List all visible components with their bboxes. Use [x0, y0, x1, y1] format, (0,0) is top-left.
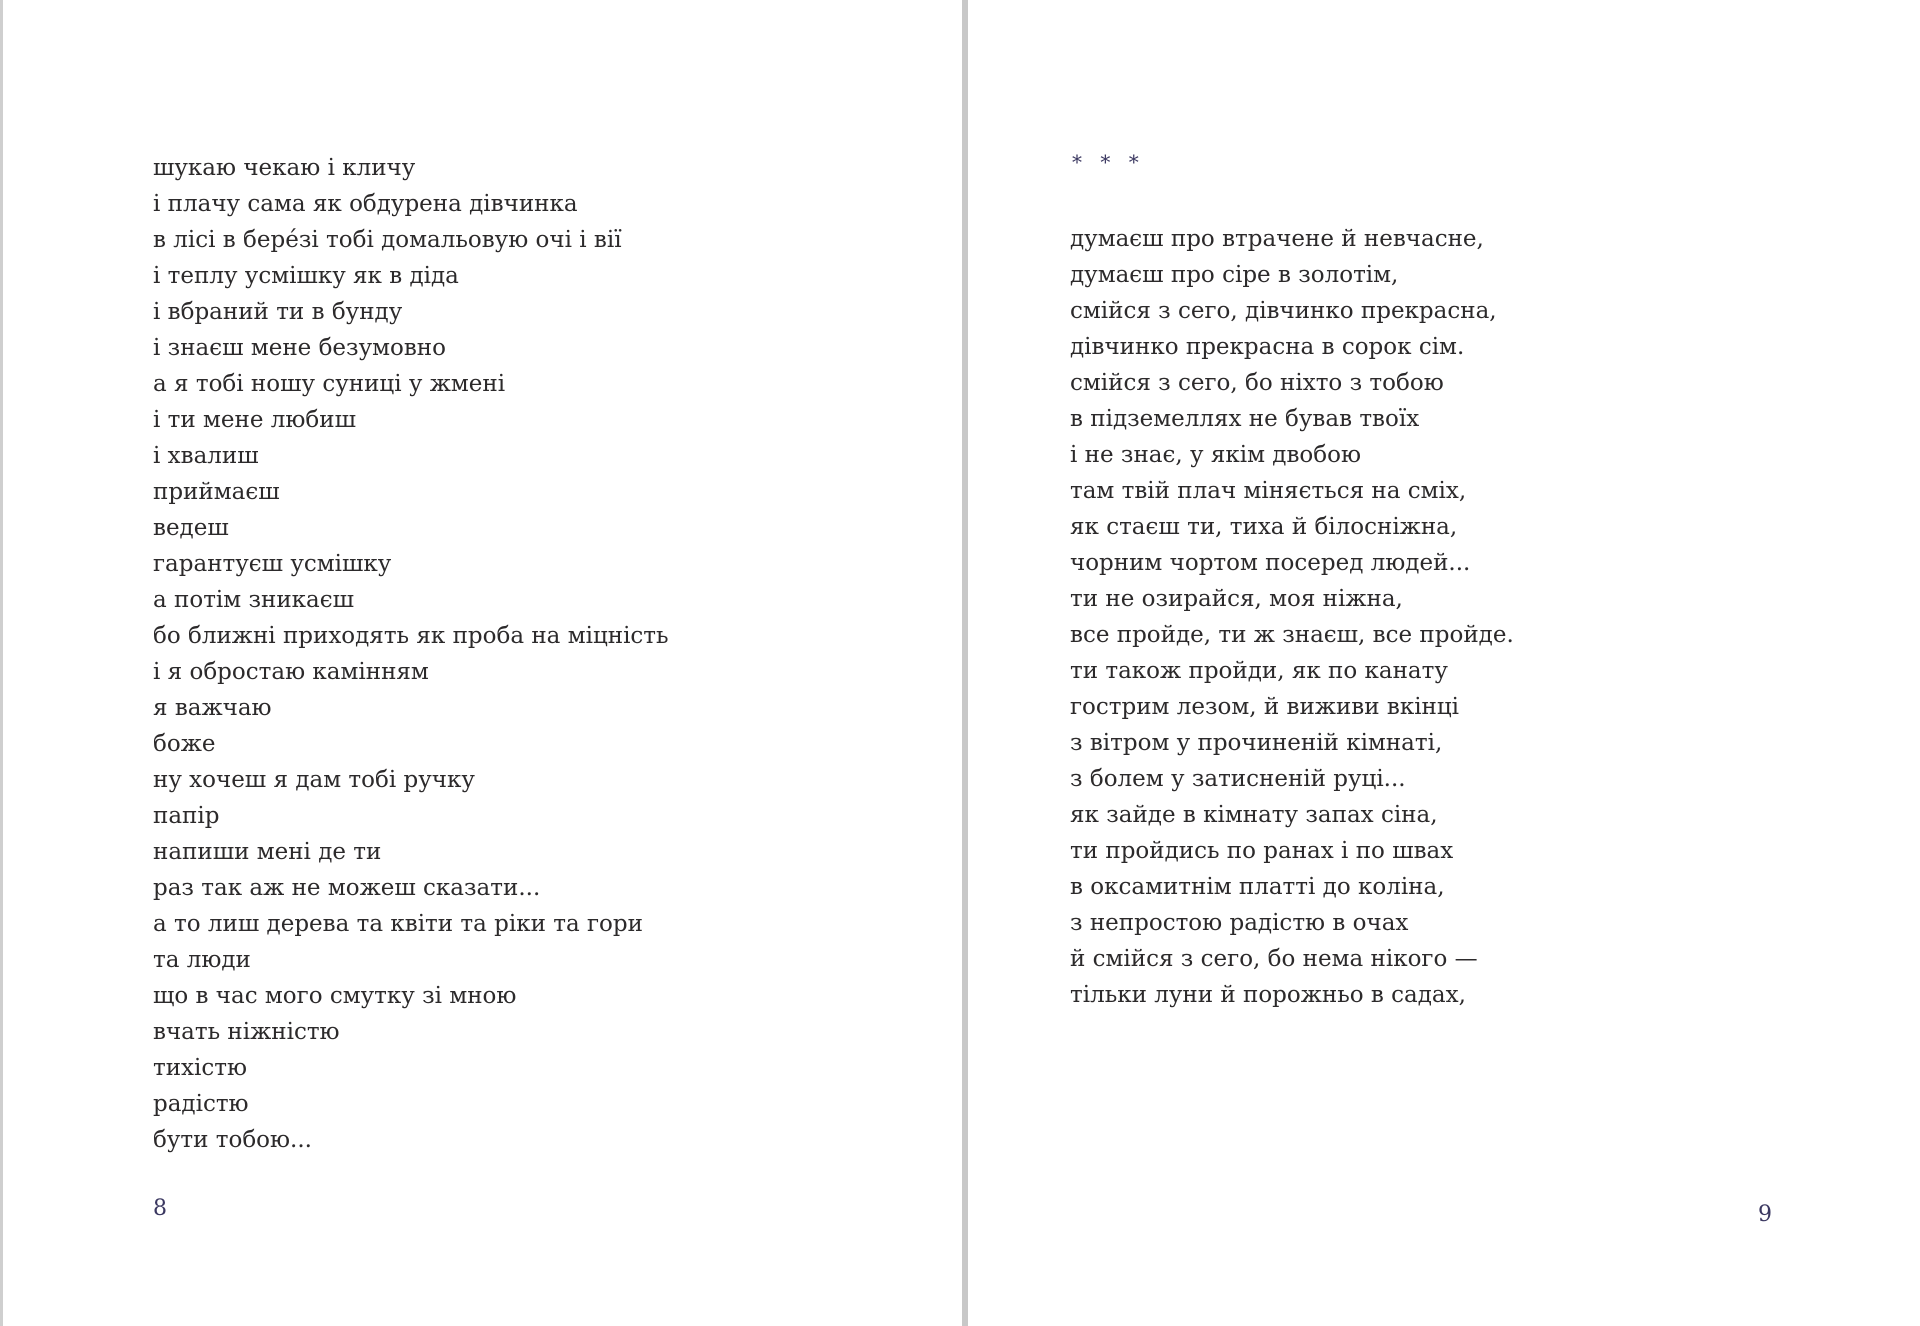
right-page — [968, 0, 1920, 1326]
section-ornament: * * * — [1072, 150, 1145, 174]
poem-line: ну хочеш я дам тобі ручку — [153, 767, 475, 793]
poem-line: ведеш — [153, 515, 229, 541]
poem-line: що в час мого смутку зі мною — [153, 983, 517, 1009]
poem-line: і плачу сама як обдурена дівчинка — [153, 191, 578, 217]
poem-line: і ти мене любиш — [153, 407, 356, 433]
page-number-left: 8 — [153, 1196, 167, 1221]
poem-line: думаєш про сіре в золотім, — [1070, 262, 1399, 288]
poem-line: а потім зникаєш — [153, 587, 355, 613]
poem-line: і вбраний ти в бунду — [153, 299, 403, 325]
poem-line: в оксамитнім платті до коліна, — [1070, 874, 1445, 900]
poem-line: радістю — [153, 1091, 249, 1117]
poem-line: смійся з сего, дівчинко прекрасна, — [1070, 298, 1497, 324]
poem-line: й смійся з сего, бо нема нікого — — [1070, 946, 1478, 972]
poem-line: а я тобі ношу суниці у жмені — [153, 371, 506, 397]
right-poem — [1070, 221, 1514, 1013]
page-number-right: 9 — [1758, 1202, 1772, 1227]
poem-line: гострим лезом, й виживи вкінці — [1070, 694, 1460, 720]
poem-line: все пройде, ти ж знаєш, все пройде. — [1070, 622, 1514, 648]
poem-line: бо ближні приходять як проба на міцність — [153, 623, 669, 649]
poem-line: думаєш про втрачене й невчасне, — [1070, 226, 1484, 252]
poem-line: і хвалиш — [153, 443, 259, 469]
poem-line: тільки луни й порожньо в садах, — [1070, 982, 1466, 1008]
poem-line: і теплу усмішку як в діда — [153, 263, 459, 289]
poem-line: смійся з сего, бо ніхто з тобою — [1070, 370, 1444, 396]
left-poem — [153, 150, 669, 1158]
poem-line: в лісі в берéзі тобі домальовую очі і вії — [153, 227, 622, 253]
poem-line: ти не озирайся, моя ніжна, — [1070, 586, 1403, 612]
poem-line: з непростою радістю в очах — [1070, 910, 1409, 936]
poem-line: і знаєш мене безумовно — [153, 335, 446, 361]
poem-line: вчать ніжністю — [153, 1019, 340, 1045]
poem-line: боже — [153, 731, 216, 757]
poem-line: дівчинко прекрасна в сорок сім. — [1070, 334, 1465, 360]
poem-line: а то лиш дерева та квіти та ріки та гори — [153, 911, 643, 937]
poem-line: і я обростаю камінням — [153, 659, 429, 685]
poem-line: гарантуєш усмішку — [153, 551, 392, 577]
poem-line: раз так аж не можеш сказати... — [153, 875, 541, 901]
poem-line: папір — [153, 803, 220, 829]
poem-line: ти пройдись по ранах і по швах — [1070, 838, 1454, 864]
poem-line: ти також пройди, як по канату — [1070, 658, 1448, 684]
poem-line: як зайде в кімнату запах сіна, — [1070, 802, 1438, 828]
poem-line: я важчаю — [153, 695, 272, 721]
poem-line: з вітром у прочиненій кімнаті, — [1070, 730, 1443, 756]
poem-line: з болем у затисненій руці... — [1070, 766, 1406, 792]
poem-line: приймаєш — [153, 479, 280, 505]
poem-line: та люди — [153, 947, 251, 973]
poem-line: як стаєш ти, тиха й білосніжна, — [1070, 514, 1458, 540]
poem-line: тихістю — [153, 1055, 248, 1081]
poem-line: чорним чортом посеред людей... — [1070, 550, 1471, 576]
poem-line: бути тобою... — [153, 1127, 312, 1153]
poem-line: і не знає, у якім двобою — [1070, 442, 1361, 468]
poem-line: шукаю чекаю і кличу — [153, 155, 416, 181]
poem-line: напиши мені де ти — [153, 839, 382, 865]
poem-line: в підземеллях не бував твоїх — [1070, 406, 1420, 432]
poem-line: там твій плач міняється на сміх, — [1070, 478, 1467, 504]
